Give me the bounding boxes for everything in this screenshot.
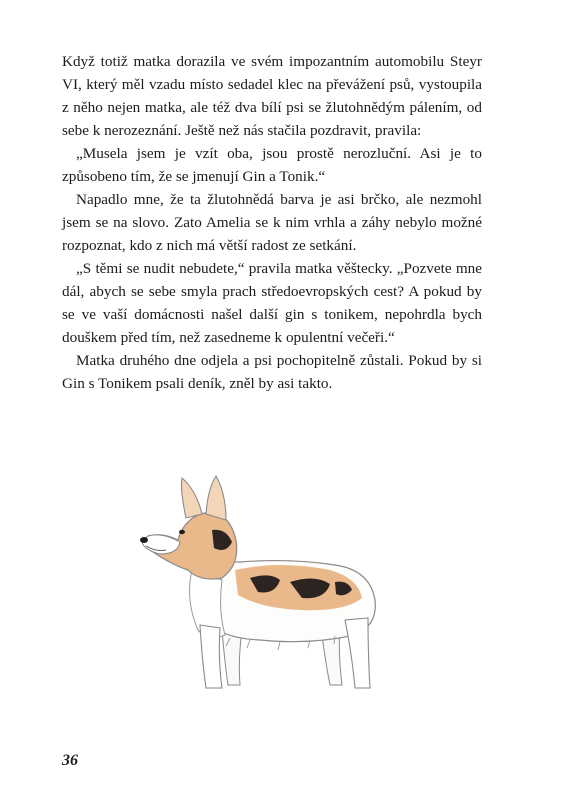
corgi-illustration xyxy=(130,470,390,710)
paragraph: Matka druhého dne odjela a psi pochopitelně zůstali. Pokud by si Gin s Tonikem psali deník, zněl by asi takto. xyxy=(62,352,482,392)
paragraph: „S těmi se nudit nebudete,“ pravila matka věštecky. „Pozvete mne dál, abych se sebe smyla prach středoevropských cest? A pokud by se ve vaší domácnosti našel další gin s tonikem, nepohrdla bych douškem před tím, než zasedneme k opulentní večeři.“ xyxy=(62,260,482,346)
body-text xyxy=(62,50,482,395)
page-number: 36 xyxy=(62,752,78,769)
dog-icon xyxy=(130,470,390,710)
paragraph: Napadlo mne, že ta žlutohnědá barva je asi brčko, ale nezmohl jsem se na slovo. Zato Amelia se k nim vrhla a záhy nebylo možné rozpoznat, kdo z nich má větší radost ze setkání. xyxy=(62,191,482,254)
paragraph: Když totiž matka dorazila ve svém impozantním automobilu Steyr VI, který měl vzadu místo sedadel klec na převážení psů, vystoupila z něho nejen matka, ale též dva bílí psi se žlutohnědým pálením, od sebe k nerozeznání. Ještě než nás stačila pozdravit, pravila: xyxy=(62,53,482,139)
paragraph: „Musela jsem je vzít oba, jsou prostě nerozluční. Asi je to způsobeno tím, že se jmenují Gin a Tonik.“ xyxy=(62,145,482,185)
